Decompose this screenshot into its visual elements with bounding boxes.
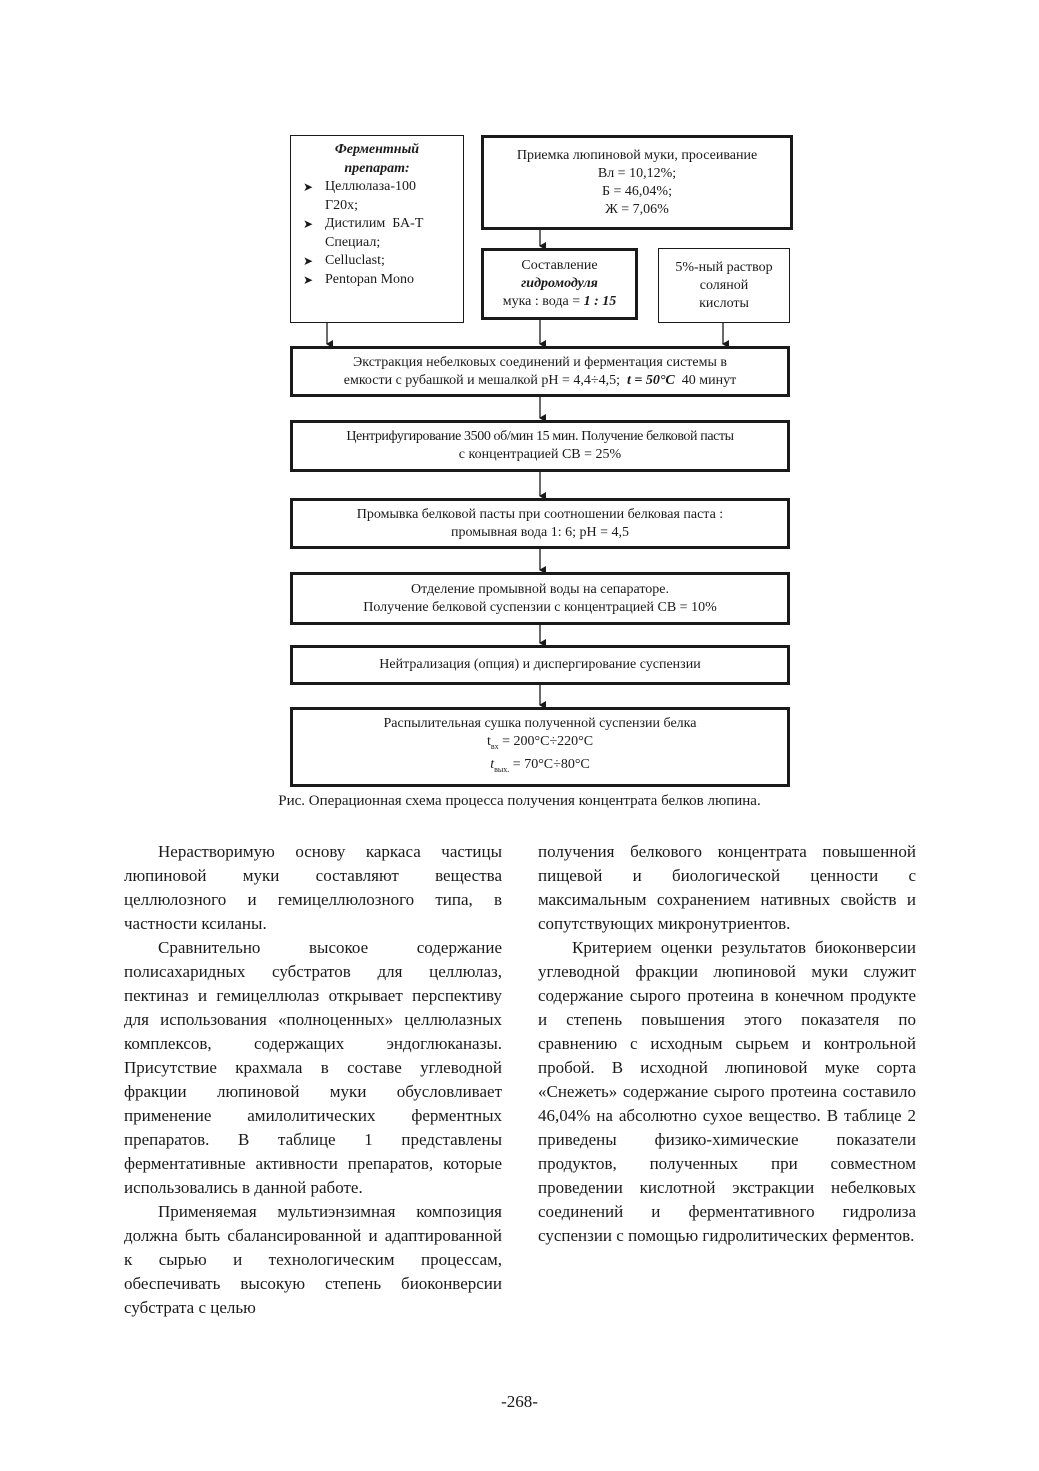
washing-box bbox=[290, 498, 790, 549]
drying-inlet-temp bbox=[487, 733, 593, 756]
separation-box bbox=[290, 572, 790, 625]
enzyme-item-text-cont: Г20х; bbox=[325, 197, 358, 213]
enzyme-item-text: Дистилим БА-Т bbox=[325, 216, 424, 231]
neutralization-line1: Нейтрализация (опция) и диспергирование суспензии bbox=[379, 657, 701, 672]
enzyme-list-item bbox=[299, 215, 455, 252]
paragraph: Применяемая мультиэнзимная композиция должна быть сбалансированной и адаптированной к сырью и технологическим процессам, обеспечивать высокую степень биоконверсии субстрата с целью bbox=[124, 1202, 502, 1317]
washing-line1: Промывка белковой пасты при соотношении белковая паста : bbox=[356, 506, 724, 522]
text-column-left bbox=[124, 840, 502, 1320]
drying-title: Распылительная сушка полученной суспензии белка bbox=[383, 716, 697, 732]
hydromodule-ratio-label: мука : вода = bbox=[502, 294, 584, 309]
page-number: -268- bbox=[501, 1392, 538, 1411]
acid-solution-box bbox=[658, 248, 790, 323]
paragraph: Критерием оценки результатов биоконверсии углеводной фракции люпиновой муки служит содержание сырого протеина в конечном продукте и степень повышения этого показателя по сравнению с исходным сырьем и контрольной пробой. В исходной люпиновой муке сорта «Снежеть» содержание сырого протеина составило 46,04% на абсолютно сухое вещество. В таблице 2 приведены физико-химические показатели продуктов, полученных при совместном проведении кислотной экстракции небелковых соединений и ферментативного гидролиза суспензии с помощью гидролитических ферментов. bbox=[538, 938, 916, 1245]
t-out-subscript: вых. bbox=[494, 764, 510, 774]
t-out-symbol: t bbox=[490, 757, 495, 772]
enzyme-preparation-box bbox=[290, 135, 464, 323]
t-in-symbol: t bbox=[486, 734, 491, 750]
figure-caption: Рис. Операционная схема процесса получения концентрата белков люпина. bbox=[278, 793, 761, 809]
enzyme-list bbox=[299, 178, 455, 289]
paragraph: Сравнительно высокое содержание полисахаридных субстратов для целлюлаз, пектиназ и гемицеллюлаз открывает перспективу для использования «полноценных» целлюлазных комплексов, содержащих эндоглюканазы. Присутствие крахмала в составе углеводной фракции люпиновой муки обусловливает применение амилолитических ферментных препаратов. В таблице 1 представлены ферментативные активности препаратов, которые использовались в данной работе. bbox=[124, 938, 502, 1197]
extraction-conditions: емкости с рубашкой и мешалкой pH = 4,4÷4,5; bbox=[343, 372, 627, 388]
enzyme-heading-line1: Ферментный bbox=[334, 142, 420, 157]
paragraph: получения белкового концентрата повышенной пищевой и биологической ценности с максимальным сохранением нативных свойств и сопутствующих микронутриентов. bbox=[538, 842, 916, 933]
washing-line2: промывная вода 1: 6; pH = 4,5 bbox=[451, 524, 629, 540]
extraction-line1: Экстракция небелковых соединений и ферментация системы в bbox=[353, 354, 727, 370]
t-in-subscript: вх bbox=[490, 742, 499, 751]
enzyme-item-text: Pentopan Mono bbox=[325, 271, 415, 287]
hydromodule-line2: гидромодуля bbox=[521, 276, 598, 291]
acid-line1: 5%-ный раствор bbox=[675, 259, 773, 275]
enzyme-list-item bbox=[299, 178, 455, 215]
enzyme-list-item bbox=[299, 271, 455, 290]
centrifugation-line2: с концентрацией СВ = 25% bbox=[458, 447, 622, 462]
t-out-value: = 70°С÷80°С bbox=[509, 757, 590, 772]
separation-line1: Отделение промывной воды на сепараторе. bbox=[410, 581, 669, 597]
bullet-arrow-icon: ➤ bbox=[303, 272, 314, 287]
drying-outlet-temp bbox=[490, 756, 590, 779]
intake-protein: Б = 46,04%; bbox=[602, 183, 672, 199]
enzyme-item-text-cont: Специал; bbox=[325, 234, 381, 250]
text-column-right bbox=[538, 840, 916, 1248]
intake-moisture: Вл = 10,12%; bbox=[597, 165, 677, 181]
enzyme-item-text: Целлюлаза-100 bbox=[325, 179, 417, 194]
hydromodule-ratio bbox=[503, 293, 617, 311]
extraction-line2 bbox=[344, 372, 737, 390]
bullet-arrow-icon: ➤ bbox=[303, 217, 314, 231]
intake-fat: Ж = 7,06% bbox=[605, 201, 669, 217]
centrifugation-box bbox=[290, 420, 790, 472]
enzyme-item-text: Celluclast; bbox=[325, 253, 385, 268]
hydromodule-box bbox=[481, 248, 638, 320]
extraction-temperature: t = 50°C bbox=[626, 372, 675, 388]
enzyme-heading-line2: препарат: bbox=[344, 160, 410, 176]
t-in-value: = 200°С÷220°С bbox=[498, 734, 594, 750]
separation-line2: Получение белковой суспензии с концентрацией СВ = 10% bbox=[363, 599, 717, 615]
extraction-duration: 40 минут bbox=[674, 372, 737, 388]
neutralization-box bbox=[290, 645, 790, 685]
drying-box bbox=[290, 707, 790, 787]
hydromodule-line1: Составление bbox=[521, 258, 598, 273]
centrifugation-line1: Центрифугирование 3500 об/мин 15 мин. Получение белковой пасты bbox=[346, 429, 734, 444]
bullet-arrow-icon: ➤ bbox=[303, 180, 314, 194]
intake-title: Приемка люпиновой муки, просеивание bbox=[516, 147, 758, 163]
enzyme-list-item bbox=[299, 252, 455, 271]
hydromodule-ratio-value: 1 : 15 bbox=[583, 294, 617, 309]
extraction-box bbox=[290, 346, 790, 397]
paragraph: Нерастворимую основу каркаса частицы люпиновой муки составляют вещества целлюлозного и гемицеллюлозного типа, в частности ксиланы. bbox=[124, 842, 502, 933]
acid-line2: соляной bbox=[699, 277, 749, 293]
acid-line3: кислоты bbox=[699, 295, 749, 311]
intake-box bbox=[481, 135, 793, 230]
bullet-arrow-icon: ➤ bbox=[303, 254, 314, 268]
